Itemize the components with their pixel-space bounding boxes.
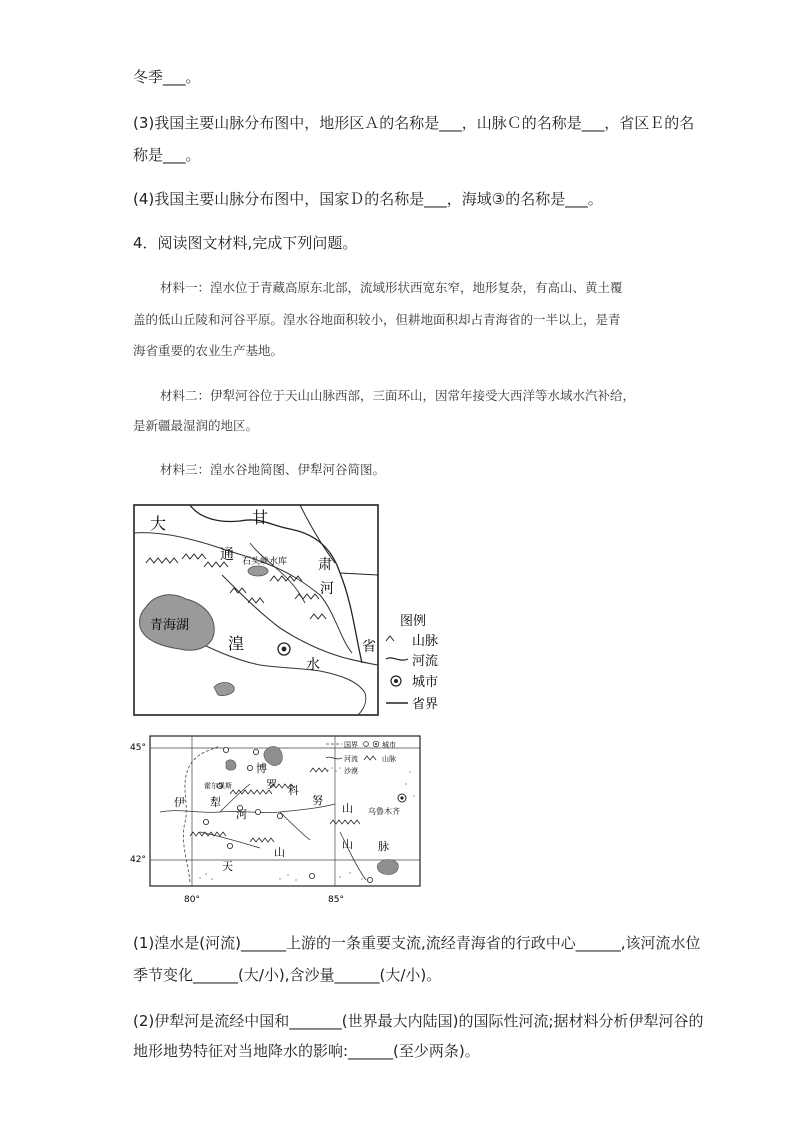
- mountain-legend-icon: [386, 636, 394, 641]
- label-sheng: 省: [362, 639, 376, 655]
- label-tian: 天: [222, 860, 233, 873]
- legend-city: 城市: [412, 675, 439, 690]
- label-su: 肃: [318, 557, 332, 573]
- lake: [214, 683, 234, 696]
- legend-border: 国界: [344, 741, 358, 749]
- label-shan-h: 山: [274, 846, 285, 859]
- legend-mountain: 山脉: [382, 755, 396, 763]
- huangshui-valley-map: [130, 503, 460, 718]
- label-mai: 脉: [378, 840, 389, 853]
- q3-3-line1: (3)我国主要山脉分布图中，地形区Ａ的名称是___，山脉Ｃ的名称是___，省区Ｅ的名: [133, 114, 695, 132]
- material-3: 材料三：湟水谷地简图、伊犁河谷简图。: [160, 462, 386, 477]
- label-shitouxia: 石头峡水库: [242, 557, 288, 567]
- q3-3-line2: 称是___。: [133, 146, 201, 164]
- lon-80: 80°: [184, 895, 200, 905]
- label-yi: 伊: [174, 796, 185, 809]
- legend-city: 城市: [382, 741, 396, 749]
- map1-legend: [386, 614, 438, 712]
- label-river-he: 河: [320, 581, 334, 597]
- lon-85: 85°: [328, 895, 344, 905]
- material-2-line2: 是新疆最湿润的地区。: [133, 418, 259, 433]
- lat-42: 42°: [130, 855, 146, 865]
- q4-2-line2: 地形地势特征对当地降水的影响:______(至少两条)。: [133, 1042, 480, 1060]
- legend-title: 图例: [400, 614, 427, 629]
- legend-boundary: 省界: [412, 697, 439, 712]
- label-nu: 努: [312, 794, 323, 807]
- q4-title: 4．阅读图文材料,完成下列问题。: [133, 234, 358, 252]
- q3-4: (4)我国主要山脉分布图中，国家Ｄ的名称是___，海域③的名称是___。: [133, 190, 603, 208]
- q4-2-line1: (2)伊犁河是流经中国和_______(世界最大内陆国)的国际性河流;据材料分析伊犁河谷的: [133, 1012, 704, 1030]
- legend-river: 河流: [344, 755, 358, 763]
- town-legend-icon: [364, 742, 369, 747]
- lat-45: 45°: [130, 743, 146, 753]
- label-shui: 水: [306, 657, 320, 673]
- label-shan-1: 山: [342, 802, 353, 815]
- label-qinghaihu: 青海湖: [150, 618, 190, 633]
- label-tong: 通: [220, 547, 234, 563]
- label-luo: 罗: [266, 778, 277, 791]
- lake: [226, 760, 236, 770]
- label-shan-2: 山: [342, 838, 353, 851]
- label-bo: 博: [256, 762, 267, 775]
- material-1-line2: 盖的低山丘陵和河谷平原。湟水谷地面积较小，但耕地面积却占青海省的一半以上，是青: [133, 312, 621, 327]
- label-urumqi: 乌鲁木齐: [368, 807, 400, 816]
- ili-valley-map: [130, 732, 430, 908]
- material-1-line1: 材料一：湟水位于青藏高原东北部，流域形状西宽东窄，地形复杂，有高山、黄土覆: [160, 280, 623, 295]
- q4-1-line1: (1)湟水是(河流)______上游的一条重要支流,流经青海省的行政中心______,该河流水位: [133, 934, 701, 952]
- label-ke: 科: [288, 784, 299, 797]
- q3-tail: 冬季___。: [133, 68, 201, 86]
- material-1-line3: 海省重要的农业生产基地。: [133, 343, 284, 358]
- legend-river: 河流: [412, 654, 439, 669]
- lake: [377, 860, 398, 875]
- label-he: 河: [236, 808, 247, 821]
- label-huang: 湟: [228, 634, 245, 653]
- shitouxia-reservoir: [248, 566, 268, 576]
- label-gan: 甘: [252, 508, 269, 527]
- legend-desert: 沙漠: [344, 767, 358, 775]
- river-legend-icon: [386, 658, 408, 660]
- label-da: 大: [150, 514, 167, 533]
- label-li: 犁: [210, 796, 221, 809]
- material-2-line1: 材料二：伊犁河谷位于天山山脉西部，三面环山，因常年接受大西洋等水域水汽补给，: [160, 388, 636, 403]
- city-dot: [282, 647, 287, 652]
- q4-1-line2: 季节变化______(大/小),含沙量______(大/小)。: [133, 966, 442, 984]
- legend-mountain: 山脉: [412, 634, 439, 649]
- label-huoerguosi: 霍尔果斯: [204, 782, 232, 790]
